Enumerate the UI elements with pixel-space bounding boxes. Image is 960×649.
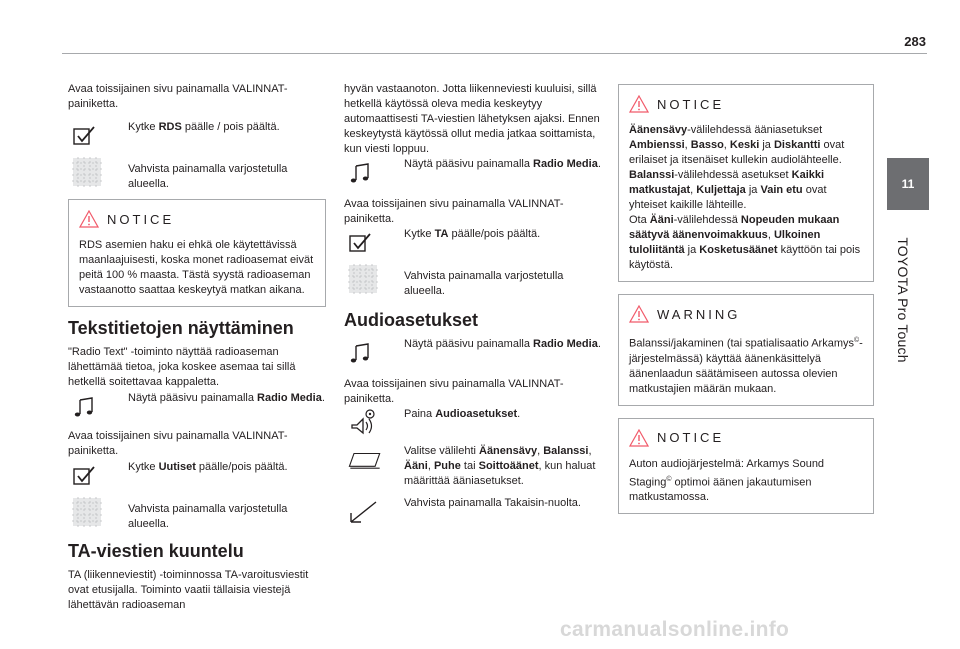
step-rds-toggle <box>68 120 326 150</box>
column-right <box>618 84 874 524</box>
step-text: Kytke TA päälle/pois päältä. <box>404 228 541 240</box>
shaded-area-icon <box>348 264 378 294</box>
step-news-toggle <box>68 460 326 490</box>
warning-title: WARNING <box>657 306 741 322</box>
step-confirm <box>68 157 326 192</box>
checkbox-icon <box>72 464 96 488</box>
shaded-area-icon <box>72 157 102 187</box>
step-text: Vahvista painamalla varjostetulla alueella. <box>404 270 564 297</box>
paragraph: "Radio Text" -toiminto näyttää radioaseman lähettämää tietoa, joka koskee asemaa tai sillä hetkellä soitettavaa kappaletta. <box>68 346 296 388</box>
column-middle <box>344 82 602 533</box>
page-number: 283 <box>904 34 926 49</box>
warning-triangle-icon <box>629 95 649 113</box>
notice-box-tone <box>618 84 874 282</box>
step-radio-media <box>344 157 602 187</box>
step-text: Näytä pääsivu painamalla Radio Media. <box>128 392 325 404</box>
step-text: Näytä pääsivu painamalla Radio Media. <box>404 338 601 350</box>
step-text: Valitse välilehti Äänensävy, Balanssi, Ääni, Puhe tai Soittoäänet, kun haluat määrittää ääniasetukset. <box>404 445 596 487</box>
step-confirm <box>68 497 326 532</box>
music-note-icon <box>72 395 96 419</box>
notice-header <box>79 206 315 232</box>
checkbox-icon <box>348 231 372 255</box>
step-radio-media <box>68 391 326 421</box>
step-text: Paina Audioasetukset. <box>404 408 521 420</box>
step-text: Kytke Uutiset päälle/pois päältä. <box>128 461 288 473</box>
warning-triangle-icon <box>629 305 649 323</box>
audio-settings-icon <box>348 407 378 437</box>
section-heading-text-info: Tekstitietojen näyttäminen <box>68 318 294 338</box>
step-radio-media <box>344 337 602 367</box>
step-select-tab <box>344 444 602 489</box>
paragraph: Avaa toissijainen sivu painamalla VALINNAT-painiketta. <box>68 430 288 457</box>
section-heading-ta: TA-viestien kuuntelu <box>68 541 244 561</box>
notice-text: RDS asemien haku ei ehkä ole käytettävissä maanlaajuisesti, koska monet radioasemat eivät peitä 100 % maasta. Tästä syystä radioaseman vastaanotto saattaa keskeytyä matkan aikana. <box>79 239 314 296</box>
notice-box-arkamys <box>618 418 874 515</box>
back-arrow-icon <box>348 500 378 524</box>
step-ta-toggle <box>344 227 602 257</box>
step-text: Vahvista painamalla varjostetulla alueella. <box>128 163 288 190</box>
music-note-icon <box>348 161 372 185</box>
warning-triangle-icon <box>79 210 99 228</box>
paragraph: Avaa toissijainen sivu painamalla VALINNAT-painiketta. <box>68 83 288 110</box>
paragraph: hyvän vastaanoton. Jotta liikenneviesti kuuluisi, sillä hetkellä käytössä oleva media keskeytyy automaattisesti TA-viestien lähetyksen ajaksi. Ennen keskeytystä käytössä ollut media jatkaa soittamista, kun viesti loppuu. <box>344 83 600 155</box>
notice-text: Äänensävy-välilehdessä ääniasetukset Ambienssi, Basso, Keski ja Diskantti ovat erilaiset ja itsenäiset kullekin audiolähteelle. Balanssi-välilehdessä asetukset Kaikki matkustajat, Kuljettaja ja Vain etu ovat yhteiset kaikille lähteille. Ota Ääni-välilehdessä Nopeuden mukaan säätyvä äänenvoimakkuus, Ulkoinen tuloliitäntä ja Kosketusäänet käyttöön tai pois käytöstä. <box>629 124 861 271</box>
shaded-area-icon <box>72 497 102 527</box>
step-text: Kytke RDS päälle / pois päältä. <box>128 121 280 133</box>
warning-box-balance <box>618 294 874 406</box>
step-confirm <box>344 264 602 299</box>
step-back <box>344 496 602 526</box>
music-note-icon <box>348 341 372 365</box>
notice-text: Auton audiojärjestelmä: Arkamys Sound Staging© optimoi äänen jakautumisen matkustamossa. <box>629 457 825 504</box>
header-rule <box>62 53 927 54</box>
paragraph: Avaa toissijainen sivu painamalla VALINNAT-painiketta. <box>344 378 564 405</box>
tab-icon <box>348 448 382 470</box>
column-left <box>68 82 326 613</box>
warning-header <box>629 301 863 327</box>
notice-title: NOTICE <box>657 96 725 112</box>
warning-text: Balanssi/jakaminen (tai spatialisaatio Arkamys©-järjestelmässä) käyttää äänenkäsittelyä äänenlaadun säätämiseen autossa olevien matkustajien määrän mukaan. <box>629 337 863 395</box>
warning-triangle-icon <box>629 429 649 447</box>
paragraph: TA (liikenneviestit) -toiminnossa TA-varoitusviestit ovat etusijalla. Toiminto vaatii tällaisia viestejä lähettävän radioaseman <box>68 569 309 611</box>
chapter-tab[interactable]: 11 <box>887 158 929 210</box>
watermark: carmanualsonline.info <box>560 618 790 641</box>
notice-title: NOTICE <box>657 430 725 446</box>
notice-box-rds <box>68 199 326 307</box>
notice-header <box>629 425 863 451</box>
section-heading-audio: Audioasetukset <box>344 310 479 330</box>
step-text: Vahvista painamalla varjostetulla alueella. <box>128 503 288 530</box>
step-text: Vahvista painamalla Takaisin-nuolta. <box>404 497 581 509</box>
step-text: Näytä pääsivu painamalla Radio Media. <box>404 158 601 170</box>
chapter-title: TOYOTA Pro Touch <box>895 237 911 363</box>
step-audio-settings <box>344 407 602 437</box>
notice-title: NOTICE <box>107 211 175 227</box>
checkbox-icon <box>72 124 96 148</box>
paragraph: Avaa toissijainen sivu painamalla VALINNAT-painiketta. <box>344 198 564 225</box>
notice-header <box>629 91 863 117</box>
